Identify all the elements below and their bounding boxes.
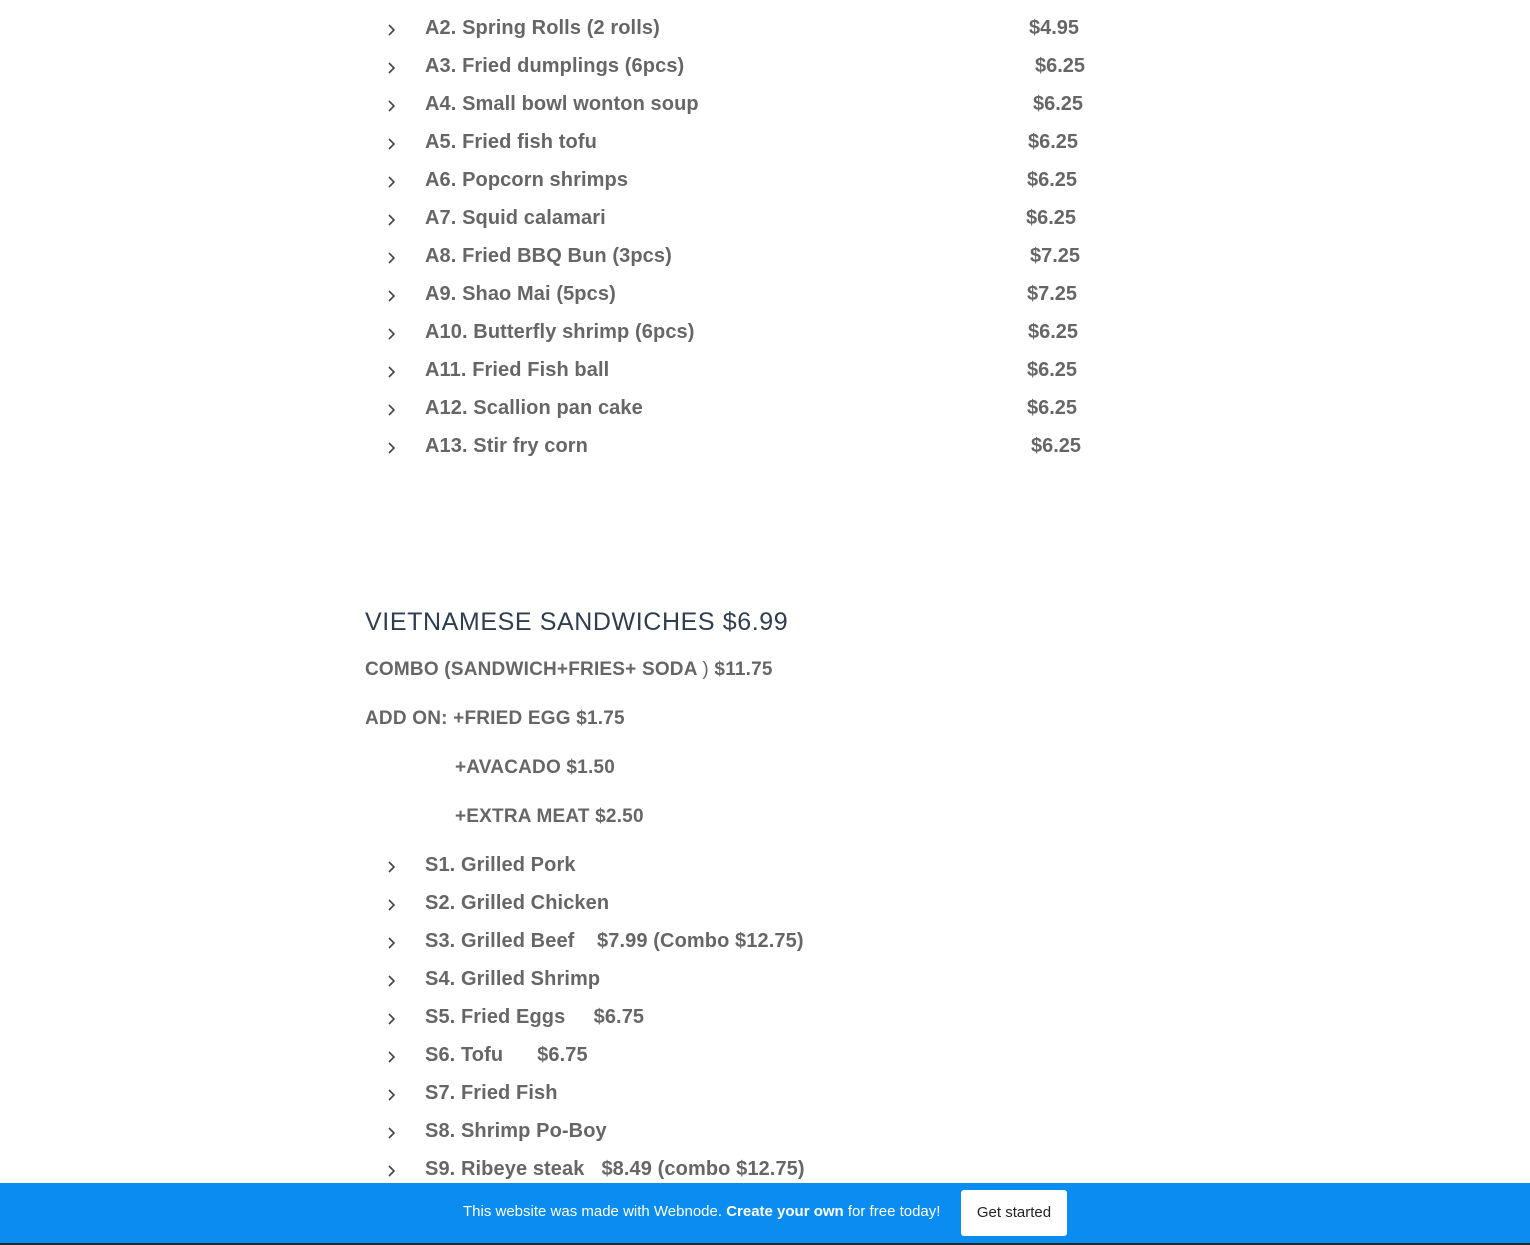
addon-line: +AVACADO $1.50 [455,757,615,778]
item-name: S9. Ribeye steak $8.49 (combo $12.75) [425,1158,805,1180]
list-item [380,390,1140,428]
item-name: A3. Fried dumplings (6pcs) [425,55,685,77]
list-item [380,200,1140,238]
section-title: VIETNAMESE SANDWICHES $6.99 [365,608,789,636]
banner-text-after: for free today! [843,1203,941,1220]
item-price: $7.25 [1030,245,1081,267]
chevron-right-icon [384,401,398,419]
chevron-right-icon [384,173,398,191]
list-item [380,961,1140,999]
addon-line: +EXTRA MEAT $2.50 [455,806,644,827]
list-item [380,238,1140,276]
chevron-right-icon [384,1124,398,1142]
list-item [380,923,1140,961]
list-item [380,162,1140,200]
chevron-right-icon [384,1162,398,1180]
item-name: S3. Grilled Beef $7.99 (Combo $12.75) [425,930,804,952]
chevron-right-icon [384,325,398,343]
item-name: S4. Grilled Shrimp [425,968,601,990]
item-price: $6.25 [1027,169,1078,191]
item-price: $6.25 [1033,93,1084,115]
item-name: A6. Popcorn shrimps [425,169,629,191]
item-name: A5. Fried fish tofu [425,131,597,153]
banner-text-before: This website was made with Webnode. [463,1203,727,1220]
chevron-right-icon [384,287,398,305]
combo-line [365,659,773,681]
item-name: S1. Grilled Pork [425,854,576,876]
item-price: $6.25 [1035,55,1086,77]
chevron-right-icon [384,972,398,990]
item-price: $6.25 [1026,207,1077,229]
chevron-right-icon [384,97,398,115]
item-name: S6. Tofu $6.75 [425,1044,588,1066]
chevron-right-icon [384,21,398,39]
list-item [380,1113,1140,1151]
list-item [380,352,1140,390]
addon-line: ADD ON: +FRIED EGG $1.75 [365,708,625,729]
item-name: S8. Shrimp Po-Boy [425,1120,607,1142]
chevron-right-icon [384,135,398,153]
create-your-own-link[interactable]: Create your own [726,1203,844,1220]
chevron-right-icon [384,211,398,229]
list-item [380,1075,1140,1113]
item-name: A13. Stir fry corn [425,435,588,457]
item-price: $6.25 [1031,435,1082,457]
item-name: A10. Butterfly shrimp (6pcs) [425,321,695,343]
list-item [380,86,1140,124]
item-name: A2. Spring Rolls (2 rolls) [425,17,660,39]
list-item [380,428,1140,466]
item-price: $4.95 [1029,17,1080,39]
item-name: A12. Scallion pan cake [425,397,643,419]
chevron-right-icon [384,249,398,267]
list-item [380,10,1140,48]
item-name: A11. Fried Fish ball [425,359,610,381]
list-item [380,124,1140,162]
chevron-right-icon [384,934,398,952]
item-name: A7. Squid calamari [425,207,606,229]
chevron-right-icon [384,1086,398,1104]
item-name: S5. Fried Eggs $6.75 [425,1006,645,1028]
item-name: A4. Small bowl wonton soup [425,93,699,115]
get-started-button[interactable]: Get started [961,1190,1067,1236]
list-item [380,847,1140,885]
item-price: $6.25 [1027,359,1078,381]
item-name: S2. Grilled Chicken [425,892,610,914]
item-price: $6.25 [1027,397,1078,419]
item-name: A9. Shao Mai (5pcs) [425,283,616,305]
chevron-right-icon [384,896,398,914]
list-item [380,1037,1140,1075]
list-item [380,48,1140,86]
item-name: S7. Fried Fish [425,1082,558,1104]
webnode-banner [0,1183,1530,1245]
list-item [380,885,1140,923]
combo-paren: ) [702,659,709,680]
list-item [380,276,1140,314]
combo-text: COMBO (SANDWICH+FRIES+ SODA [365,659,703,680]
chevron-right-icon [384,1048,398,1066]
item-price: $6.25 [1028,131,1079,153]
chevron-right-icon [384,1010,398,1028]
item-price: $7.25 [1027,283,1078,305]
banner-text [463,1203,940,1220]
list-item [380,314,1140,352]
item-price: $6.25 [1028,321,1079,343]
chevron-right-icon [384,59,398,77]
item-name: A8. Fried BBQ Bun (3pcs) [425,245,672,267]
chevron-right-icon [384,363,398,381]
list-item [380,999,1140,1037]
chevron-right-icon [384,439,398,457]
chevron-right-icon [384,858,398,876]
combo-price: $11.75 [708,659,773,680]
